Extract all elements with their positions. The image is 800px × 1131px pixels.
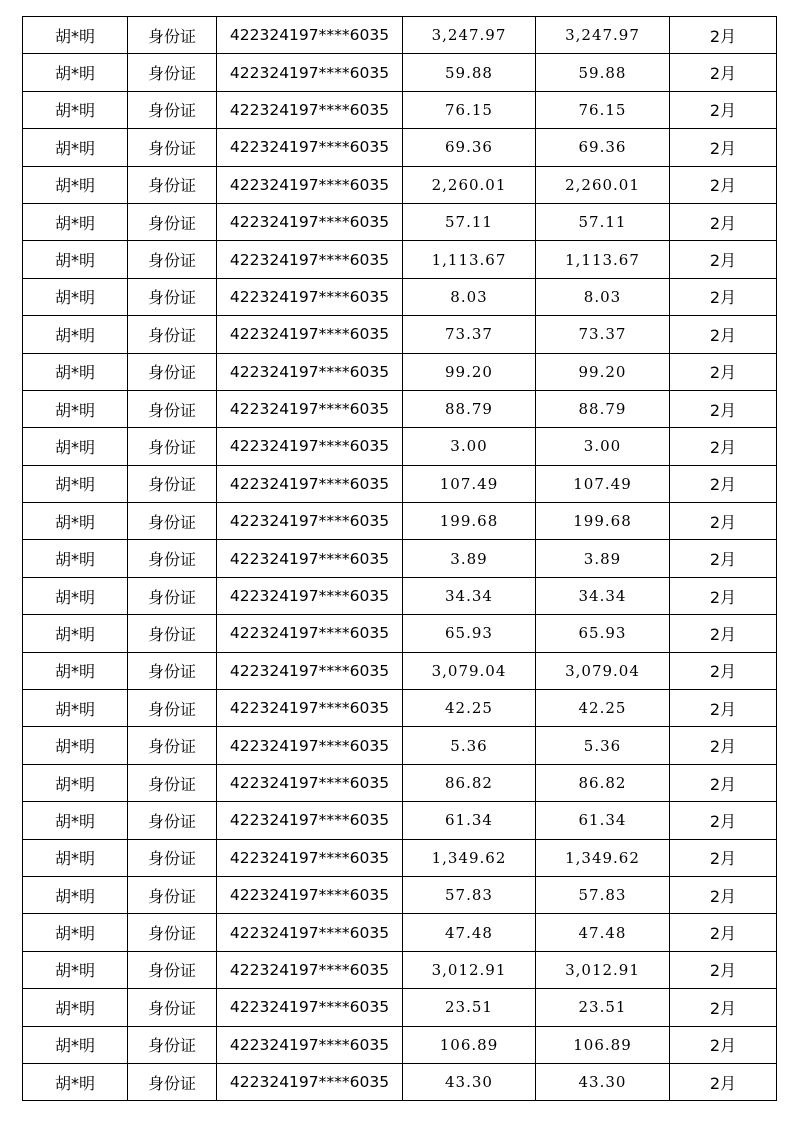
amount-cell: 69.36 (403, 129, 536, 166)
person-name-cell: 胡*明 (23, 764, 128, 801)
id-number-cell: 422324197****6035 (217, 91, 403, 128)
table-row (23, 914, 777, 951)
table-row (23, 540, 777, 577)
id-number-cell: 422324197****6035 (217, 839, 403, 876)
paid-amount-cell: 3,247.97 (536, 17, 670, 54)
table-row (23, 241, 777, 278)
id-type-cell: 身份证 (128, 54, 217, 91)
id-number-cell: 422324197****6035 (217, 503, 403, 540)
amount-cell: 107.49 (403, 465, 536, 502)
month-cell: 2月 (670, 91, 777, 128)
id-type-cell: 身份证 (128, 652, 217, 689)
amount-cell: 3,079.04 (403, 652, 536, 689)
month-cell: 2月 (670, 353, 777, 390)
person-name-cell: 胡*明 (23, 278, 128, 315)
paid-amount-cell: 57.11 (536, 203, 670, 240)
table-row (23, 91, 777, 128)
month-cell: 2月 (670, 17, 777, 54)
amount-cell: 57.83 (403, 876, 536, 913)
month-cell: 2月 (670, 876, 777, 913)
amount-cell: 3,012.91 (403, 951, 536, 988)
person-name-cell: 胡*明 (23, 465, 128, 502)
amount-cell: 88.79 (403, 390, 536, 427)
amount-cell: 1,349.62 (403, 839, 536, 876)
paid-amount-cell: 107.49 (536, 465, 670, 502)
table-row (23, 353, 777, 390)
paid-amount-cell: 76.15 (536, 91, 670, 128)
amount-cell: 73.37 (403, 316, 536, 353)
id-number-cell: 422324197****6035 (217, 764, 403, 801)
id-type-cell: 身份证 (128, 203, 217, 240)
id-number-cell: 422324197****6035 (217, 203, 403, 240)
month-cell: 2月 (670, 129, 777, 166)
paid-amount-cell: 57.83 (536, 876, 670, 913)
person-name-cell: 胡*明 (23, 727, 128, 764)
records-table-body (23, 17, 777, 1101)
id-type-cell: 身份证 (128, 615, 217, 652)
table-row (23, 839, 777, 876)
paid-amount-cell: 86.82 (536, 764, 670, 801)
id-type-cell: 身份证 (128, 17, 217, 54)
amount-cell: 86.82 (403, 764, 536, 801)
table-row (23, 166, 777, 203)
id-number-cell: 422324197****6035 (217, 241, 403, 278)
id-type-cell: 身份证 (128, 278, 217, 315)
month-cell: 2月 (670, 166, 777, 203)
person-name-cell: 胡*明 (23, 1063, 128, 1100)
amount-cell: 42.25 (403, 690, 536, 727)
person-name-cell: 胡*明 (23, 166, 128, 203)
paid-amount-cell: 42.25 (536, 690, 670, 727)
table-row (23, 316, 777, 353)
id-number-cell: 422324197****6035 (217, 914, 403, 951)
person-name-cell: 胡*明 (23, 540, 128, 577)
amount-cell: 199.68 (403, 503, 536, 540)
amount-cell: 34.34 (403, 577, 536, 614)
amount-cell: 23.51 (403, 989, 536, 1026)
person-name-cell: 胡*明 (23, 241, 128, 278)
person-name-cell: 胡*明 (23, 203, 128, 240)
amount-cell: 106.89 (403, 1026, 536, 1063)
id-type-cell: 身份证 (128, 764, 217, 801)
id-number-cell: 422324197****6035 (217, 129, 403, 166)
person-name-cell: 胡*明 (23, 951, 128, 988)
person-name-cell: 胡*明 (23, 989, 128, 1026)
id-number-cell: 422324197****6035 (217, 951, 403, 988)
id-number-cell: 422324197****6035 (217, 17, 403, 54)
table-row (23, 690, 777, 727)
table-row (23, 802, 777, 839)
paid-amount-cell: 1,349.62 (536, 839, 670, 876)
table-row (23, 876, 777, 913)
id-number-cell: 422324197****6035 (217, 1026, 403, 1063)
amount-cell: 2,260.01 (403, 166, 536, 203)
paid-amount-cell: 69.36 (536, 129, 670, 166)
paid-amount-cell: 65.93 (536, 615, 670, 652)
id-number-cell: 422324197****6035 (217, 989, 403, 1026)
amount-cell: 59.88 (403, 54, 536, 91)
table-row (23, 278, 777, 315)
table-row (23, 727, 777, 764)
id-type-cell: 身份证 (128, 428, 217, 465)
month-cell: 2月 (670, 914, 777, 951)
person-name-cell: 胡*明 (23, 839, 128, 876)
id-type-cell: 身份证 (128, 876, 217, 913)
table-row (23, 1026, 777, 1063)
id-type-cell: 身份证 (128, 839, 217, 876)
id-number-cell: 422324197****6035 (217, 727, 403, 764)
id-number-cell: 422324197****6035 (217, 615, 403, 652)
paid-amount-cell: 8.03 (536, 278, 670, 315)
month-cell: 2月 (670, 54, 777, 91)
table-row (23, 615, 777, 652)
amount-cell: 76.15 (403, 91, 536, 128)
month-cell: 2月 (670, 802, 777, 839)
month-cell: 2月 (670, 652, 777, 689)
person-name-cell: 胡*明 (23, 876, 128, 913)
id-number-cell: 422324197****6035 (217, 278, 403, 315)
id-number-cell: 422324197****6035 (217, 690, 403, 727)
id-number-cell: 422324197****6035 (217, 1063, 403, 1100)
id-number-cell: 422324197****6035 (217, 54, 403, 91)
person-name-cell: 胡*明 (23, 54, 128, 91)
table-row (23, 129, 777, 166)
document-page (22, 16, 776, 1101)
paid-amount-cell: 59.88 (536, 54, 670, 91)
person-name-cell: 胡*明 (23, 652, 128, 689)
month-cell: 2月 (670, 951, 777, 988)
month-cell: 2月 (670, 839, 777, 876)
month-cell: 2月 (670, 615, 777, 652)
amount-cell: 99.20 (403, 353, 536, 390)
id-number-cell: 422324197****6035 (217, 577, 403, 614)
id-type-cell: 身份证 (128, 914, 217, 951)
person-name-cell: 胡*明 (23, 577, 128, 614)
id-number-cell: 422324197****6035 (217, 428, 403, 465)
id-number-cell: 422324197****6035 (217, 353, 403, 390)
paid-amount-cell: 73.37 (536, 316, 670, 353)
id-type-cell: 身份证 (128, 390, 217, 427)
person-name-cell: 胡*明 (23, 914, 128, 951)
month-cell: 2月 (670, 241, 777, 278)
month-cell: 2月 (670, 577, 777, 614)
month-cell: 2月 (670, 690, 777, 727)
person-name-cell: 胡*明 (23, 91, 128, 128)
table-row (23, 390, 777, 427)
month-cell: 2月 (670, 1063, 777, 1100)
person-name-cell: 胡*明 (23, 316, 128, 353)
id-type-cell: 身份证 (128, 91, 217, 128)
table-row (23, 577, 777, 614)
paid-amount-cell: 88.79 (536, 390, 670, 427)
table-row (23, 764, 777, 801)
paid-amount-cell: 2,260.01 (536, 166, 670, 203)
paid-amount-cell: 43.30 (536, 1063, 670, 1100)
table-row (23, 989, 777, 1026)
month-cell: 2月 (670, 1026, 777, 1063)
person-name-cell: 胡*明 (23, 802, 128, 839)
id-type-cell: 身份证 (128, 129, 217, 166)
amount-cell: 1,113.67 (403, 241, 536, 278)
table-row (23, 428, 777, 465)
id-number-cell: 422324197****6035 (217, 166, 403, 203)
id-type-cell: 身份证 (128, 316, 217, 353)
month-cell: 2月 (670, 390, 777, 427)
id-type-cell: 身份证 (128, 465, 217, 502)
id-type-cell: 身份证 (128, 503, 217, 540)
id-type-cell: 身份证 (128, 353, 217, 390)
paid-amount-cell: 1,113.67 (536, 241, 670, 278)
amount-cell: 65.93 (403, 615, 536, 652)
month-cell: 2月 (670, 428, 777, 465)
month-cell: 2月 (670, 727, 777, 764)
id-type-cell: 身份证 (128, 241, 217, 278)
paid-amount-cell: 199.68 (536, 503, 670, 540)
id-type-cell: 身份证 (128, 1063, 217, 1100)
month-cell: 2月 (670, 316, 777, 353)
table-row (23, 465, 777, 502)
month-cell: 2月 (670, 764, 777, 801)
id-number-cell: 422324197****6035 (217, 802, 403, 839)
table-row (23, 17, 777, 54)
table-row (23, 1063, 777, 1100)
person-name-cell: 胡*明 (23, 1026, 128, 1063)
month-cell: 2月 (670, 503, 777, 540)
person-name-cell: 胡*明 (23, 129, 128, 166)
table-row (23, 652, 777, 689)
amount-cell: 8.03 (403, 278, 536, 315)
amount-cell: 47.48 (403, 914, 536, 951)
paid-amount-cell: 3,079.04 (536, 652, 670, 689)
paid-amount-cell: 5.36 (536, 727, 670, 764)
id-type-cell: 身份证 (128, 1026, 217, 1063)
id-type-cell: 身份证 (128, 989, 217, 1026)
id-type-cell: 身份证 (128, 690, 217, 727)
amount-cell: 43.30 (403, 1063, 536, 1100)
amount-cell: 3.00 (403, 428, 536, 465)
table-row (23, 951, 777, 988)
paid-amount-cell: 47.48 (536, 914, 670, 951)
paid-amount-cell: 99.20 (536, 353, 670, 390)
table-row (23, 54, 777, 91)
id-number-cell: 422324197****6035 (217, 652, 403, 689)
month-cell: 2月 (670, 278, 777, 315)
table-row (23, 203, 777, 240)
id-type-cell: 身份证 (128, 727, 217, 764)
table-row (23, 503, 777, 540)
month-cell: 2月 (670, 465, 777, 502)
paid-amount-cell: 106.89 (536, 1026, 670, 1063)
amount-cell: 61.34 (403, 802, 536, 839)
month-cell: 2月 (670, 203, 777, 240)
id-type-cell: 身份证 (128, 540, 217, 577)
paid-amount-cell: 23.51 (536, 989, 670, 1026)
month-cell: 2月 (670, 989, 777, 1026)
amount-cell: 3,247.97 (403, 17, 536, 54)
paid-amount-cell: 3.89 (536, 540, 670, 577)
records-table (22, 16, 777, 1101)
id-number-cell: 422324197****6035 (217, 540, 403, 577)
amount-cell: 3.89 (403, 540, 536, 577)
id-type-cell: 身份证 (128, 951, 217, 988)
id-type-cell: 身份证 (128, 577, 217, 614)
id-type-cell: 身份证 (128, 802, 217, 839)
person-name-cell: 胡*明 (23, 17, 128, 54)
id-type-cell: 身份证 (128, 166, 217, 203)
paid-amount-cell: 3.00 (536, 428, 670, 465)
amount-cell: 57.11 (403, 203, 536, 240)
id-number-cell: 422324197****6035 (217, 876, 403, 913)
person-name-cell: 胡*明 (23, 615, 128, 652)
id-number-cell: 422324197****6035 (217, 465, 403, 502)
person-name-cell: 胡*明 (23, 353, 128, 390)
paid-amount-cell: 3,012.91 (536, 951, 670, 988)
person-name-cell: 胡*明 (23, 503, 128, 540)
paid-amount-cell: 34.34 (536, 577, 670, 614)
person-name-cell: 胡*明 (23, 428, 128, 465)
person-name-cell: 胡*明 (23, 390, 128, 427)
paid-amount-cell: 61.34 (536, 802, 670, 839)
id-number-cell: 422324197****6035 (217, 390, 403, 427)
person-name-cell: 胡*明 (23, 690, 128, 727)
month-cell: 2月 (670, 540, 777, 577)
amount-cell: 5.36 (403, 727, 536, 764)
id-number-cell: 422324197****6035 (217, 316, 403, 353)
